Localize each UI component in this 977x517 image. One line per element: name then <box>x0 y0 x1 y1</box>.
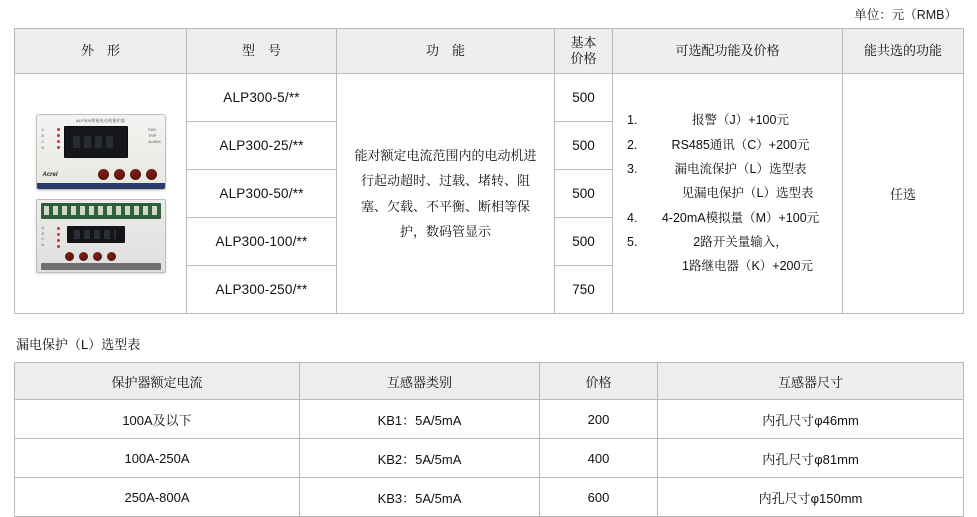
panel-meter-leds <box>57 128 60 152</box>
panel-meter-image <box>36 114 166 190</box>
panel-meter-bottom-bar <box>37 183 165 189</box>
model-cell: ALP300-25/** <box>187 122 337 170</box>
option-number: 3. <box>627 161 638 176</box>
option-subtext: 见漏电保护（L）选型表 <box>681 186 814 201</box>
column-header-function-label: 功 能 <box>425 43 465 59</box>
option-number: 2. <box>627 137 638 152</box>
din-rail-leds <box>57 227 60 251</box>
option-text: 报警（J）+100元 <box>692 113 789 128</box>
column-header-rated-current: 保护器额定电流 <box>15 363 300 400</box>
base-price-cell: 500 <box>555 74 613 122</box>
model-cell: ALP300-100/** <box>187 218 337 266</box>
list-item <box>627 133 832 157</box>
panel-meter-title: ALP300智能电动机保护器 <box>75 118 126 123</box>
table-body <box>15 74 964 314</box>
panel-meter-left-labels: A B C N <box>41 128 45 150</box>
column-header-base-price <box>555 29 613 74</box>
ct-size-cell: 内孔尺寸φ81mm <box>658 439 964 478</box>
leakage-selection-table <box>14 362 964 517</box>
panel-meter-right-labels: RUN TRIP ALARM <box>148 128 161 144</box>
product-images-cell <box>15 74 187 314</box>
option-number: 4. <box>627 210 638 225</box>
ct-size-cell: 内孔尺寸φ46mm <box>658 400 964 439</box>
panel-meter-brand: Acrel <box>42 172 58 178</box>
column-header-shared <box>843 29 964 74</box>
price-cell: 200 <box>540 400 658 439</box>
price-cell: 600 <box>540 478 658 517</box>
column-header-options <box>613 29 843 74</box>
table-row <box>15 439 964 478</box>
din-rail-bottom-terminals <box>41 263 161 270</box>
ct-size-cell: 内孔尺寸φ150mm <box>658 478 964 517</box>
ct-type-cell: KB3：5A/5mA <box>300 478 540 517</box>
rated-current-cell: 100A及以下 <box>15 400 300 439</box>
option-text: 4-20mA模拟量（M）+100元 <box>661 210 820 225</box>
panel-meter-display <box>64 126 128 158</box>
leakage-table-header <box>15 363 964 400</box>
option-number: 5. <box>627 235 638 250</box>
option-text: 2路开关量输入， <box>693 235 788 250</box>
list-item <box>627 230 832 279</box>
option-text: 漏电流保护（L）选型表 <box>674 161 807 176</box>
table-row <box>15 478 964 517</box>
din-rail-module-image <box>36 199 166 273</box>
list-item <box>627 157 832 206</box>
base-price-cell: 500 <box>555 218 613 266</box>
column-header-function <box>337 29 555 74</box>
function-description-cell: 能对额定电流范围内的电动机进行起动超时、过载、堵转、阻塞、欠载、不平衡、断相等保护，数码管显示 <box>337 74 555 314</box>
table-row <box>15 400 964 439</box>
option-number: 1. <box>627 113 638 128</box>
rated-current-cell: 250A-800A <box>15 478 300 517</box>
column-header-base-price-line1: 基本 <box>570 35 597 51</box>
ct-type-cell: KB1：5A/5mA <box>300 400 540 439</box>
column-header-base-price-line2: 价格 <box>570 51 597 66</box>
din-rail-display <box>67 226 125 243</box>
product-price-table <box>14 28 964 314</box>
panel-meter-buttons <box>98 169 157 180</box>
list-item <box>627 206 832 230</box>
model-cell: ALP300-50/** <box>187 170 337 218</box>
table-row <box>15 74 964 122</box>
column-header-shape-label: 外 形 <box>80 43 120 59</box>
din-rail-buttons <box>65 252 116 261</box>
ct-type-cell: KB2：5A/5mA <box>300 439 540 478</box>
column-header-ct-size: 互感器尺寸 <box>658 363 964 400</box>
column-header-shared-label: 能共选的功能 <box>863 43 942 59</box>
base-price-cell: 750 <box>555 266 613 314</box>
base-price-cell: 500 <box>555 170 613 218</box>
model-cell: ALP300-5/** <box>187 74 337 122</box>
unit-note: 单位：元（RMB） <box>854 8 957 22</box>
din-rail-terminal-block <box>41 203 161 219</box>
optional-features-cell <box>613 74 843 314</box>
list-item <box>627 108 832 132</box>
column-header-price: 价格 <box>540 363 658 400</box>
column-header-model-label: 型 号 <box>241 43 281 59</box>
option-subtext: 1路继电器（K）+200元 <box>682 259 813 274</box>
leakage-table-body <box>15 400 964 517</box>
base-price-cell: 500 <box>555 122 613 170</box>
rated-current-cell: 100A-250A <box>15 439 300 478</box>
column-header-shape <box>15 29 187 74</box>
din-rail-labels: A B C N <box>41 226 44 247</box>
option-text: RS485通讯（C）+200元 <box>671 137 810 152</box>
price-cell: 400 <box>540 439 658 478</box>
optional-features-list <box>627 108 832 279</box>
column-header-model <box>187 29 337 74</box>
column-header-ct-type: 互感器类别 <box>300 363 540 400</box>
model-cell: ALP300-250/** <box>187 266 337 314</box>
shared-function-cell: 任选 <box>843 74 964 314</box>
section-title-leakage: 漏电保护（L）选型表 <box>16 337 141 352</box>
column-header-options-label: 可选配功能及价格 <box>675 43 780 59</box>
table-header <box>15 29 964 74</box>
